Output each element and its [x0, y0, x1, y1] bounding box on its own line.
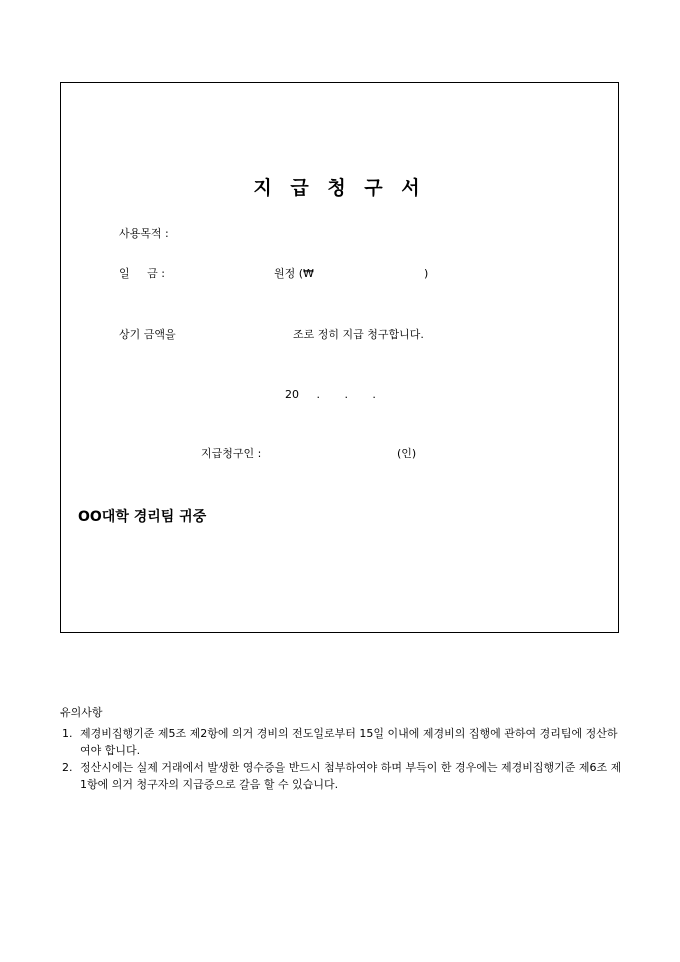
amount-unit: 원정 (₩	[274, 267, 314, 280]
claimant-label: 지급청구인 :	[201, 447, 262, 460]
request-suffix: 조로 정히 지급 청구합니다.	[293, 328, 424, 341]
note-text: 정산시에는 실제 거래에서 발생한 영수증을 반드시 첨부하여야 하며 부득이 한 경우에는 제경비집행기준 제6조 제1항에 의거 청구자의 지급증으로 갈음 할 수 있습니다.	[80, 761, 622, 791]
notes-list	[60, 725, 626, 793]
notes-section	[60, 705, 626, 793]
date-line: 20 . . .	[285, 388, 376, 401]
purpose-label: 사용목적 :	[119, 227, 169, 240]
seal-mark: (인)	[397, 447, 417, 460]
note-number: 2.	[62, 761, 73, 774]
note-item	[60, 725, 626, 759]
claim-form	[60, 82, 619, 633]
notes-title: 유의사항	[60, 706, 103, 719]
addressee: OO대학 경리팀 귀중	[78, 509, 207, 525]
form-title: 지 급 청 구 서	[253, 177, 426, 199]
note-number: 1.	[62, 727, 73, 740]
amount-close: )	[424, 267, 429, 280]
note-item	[60, 759, 626, 793]
amount-label: 일 금 :	[119, 267, 165, 280]
note-text: 제경비집행기준 제5조 제2항에 의거 경비의 전도일로부터 15일 이내에 제경비의 집행에 관하여 경리팀에 정산하여야 합니다.	[80, 727, 618, 757]
request-prefix: 상기 금액을	[119, 328, 176, 341]
